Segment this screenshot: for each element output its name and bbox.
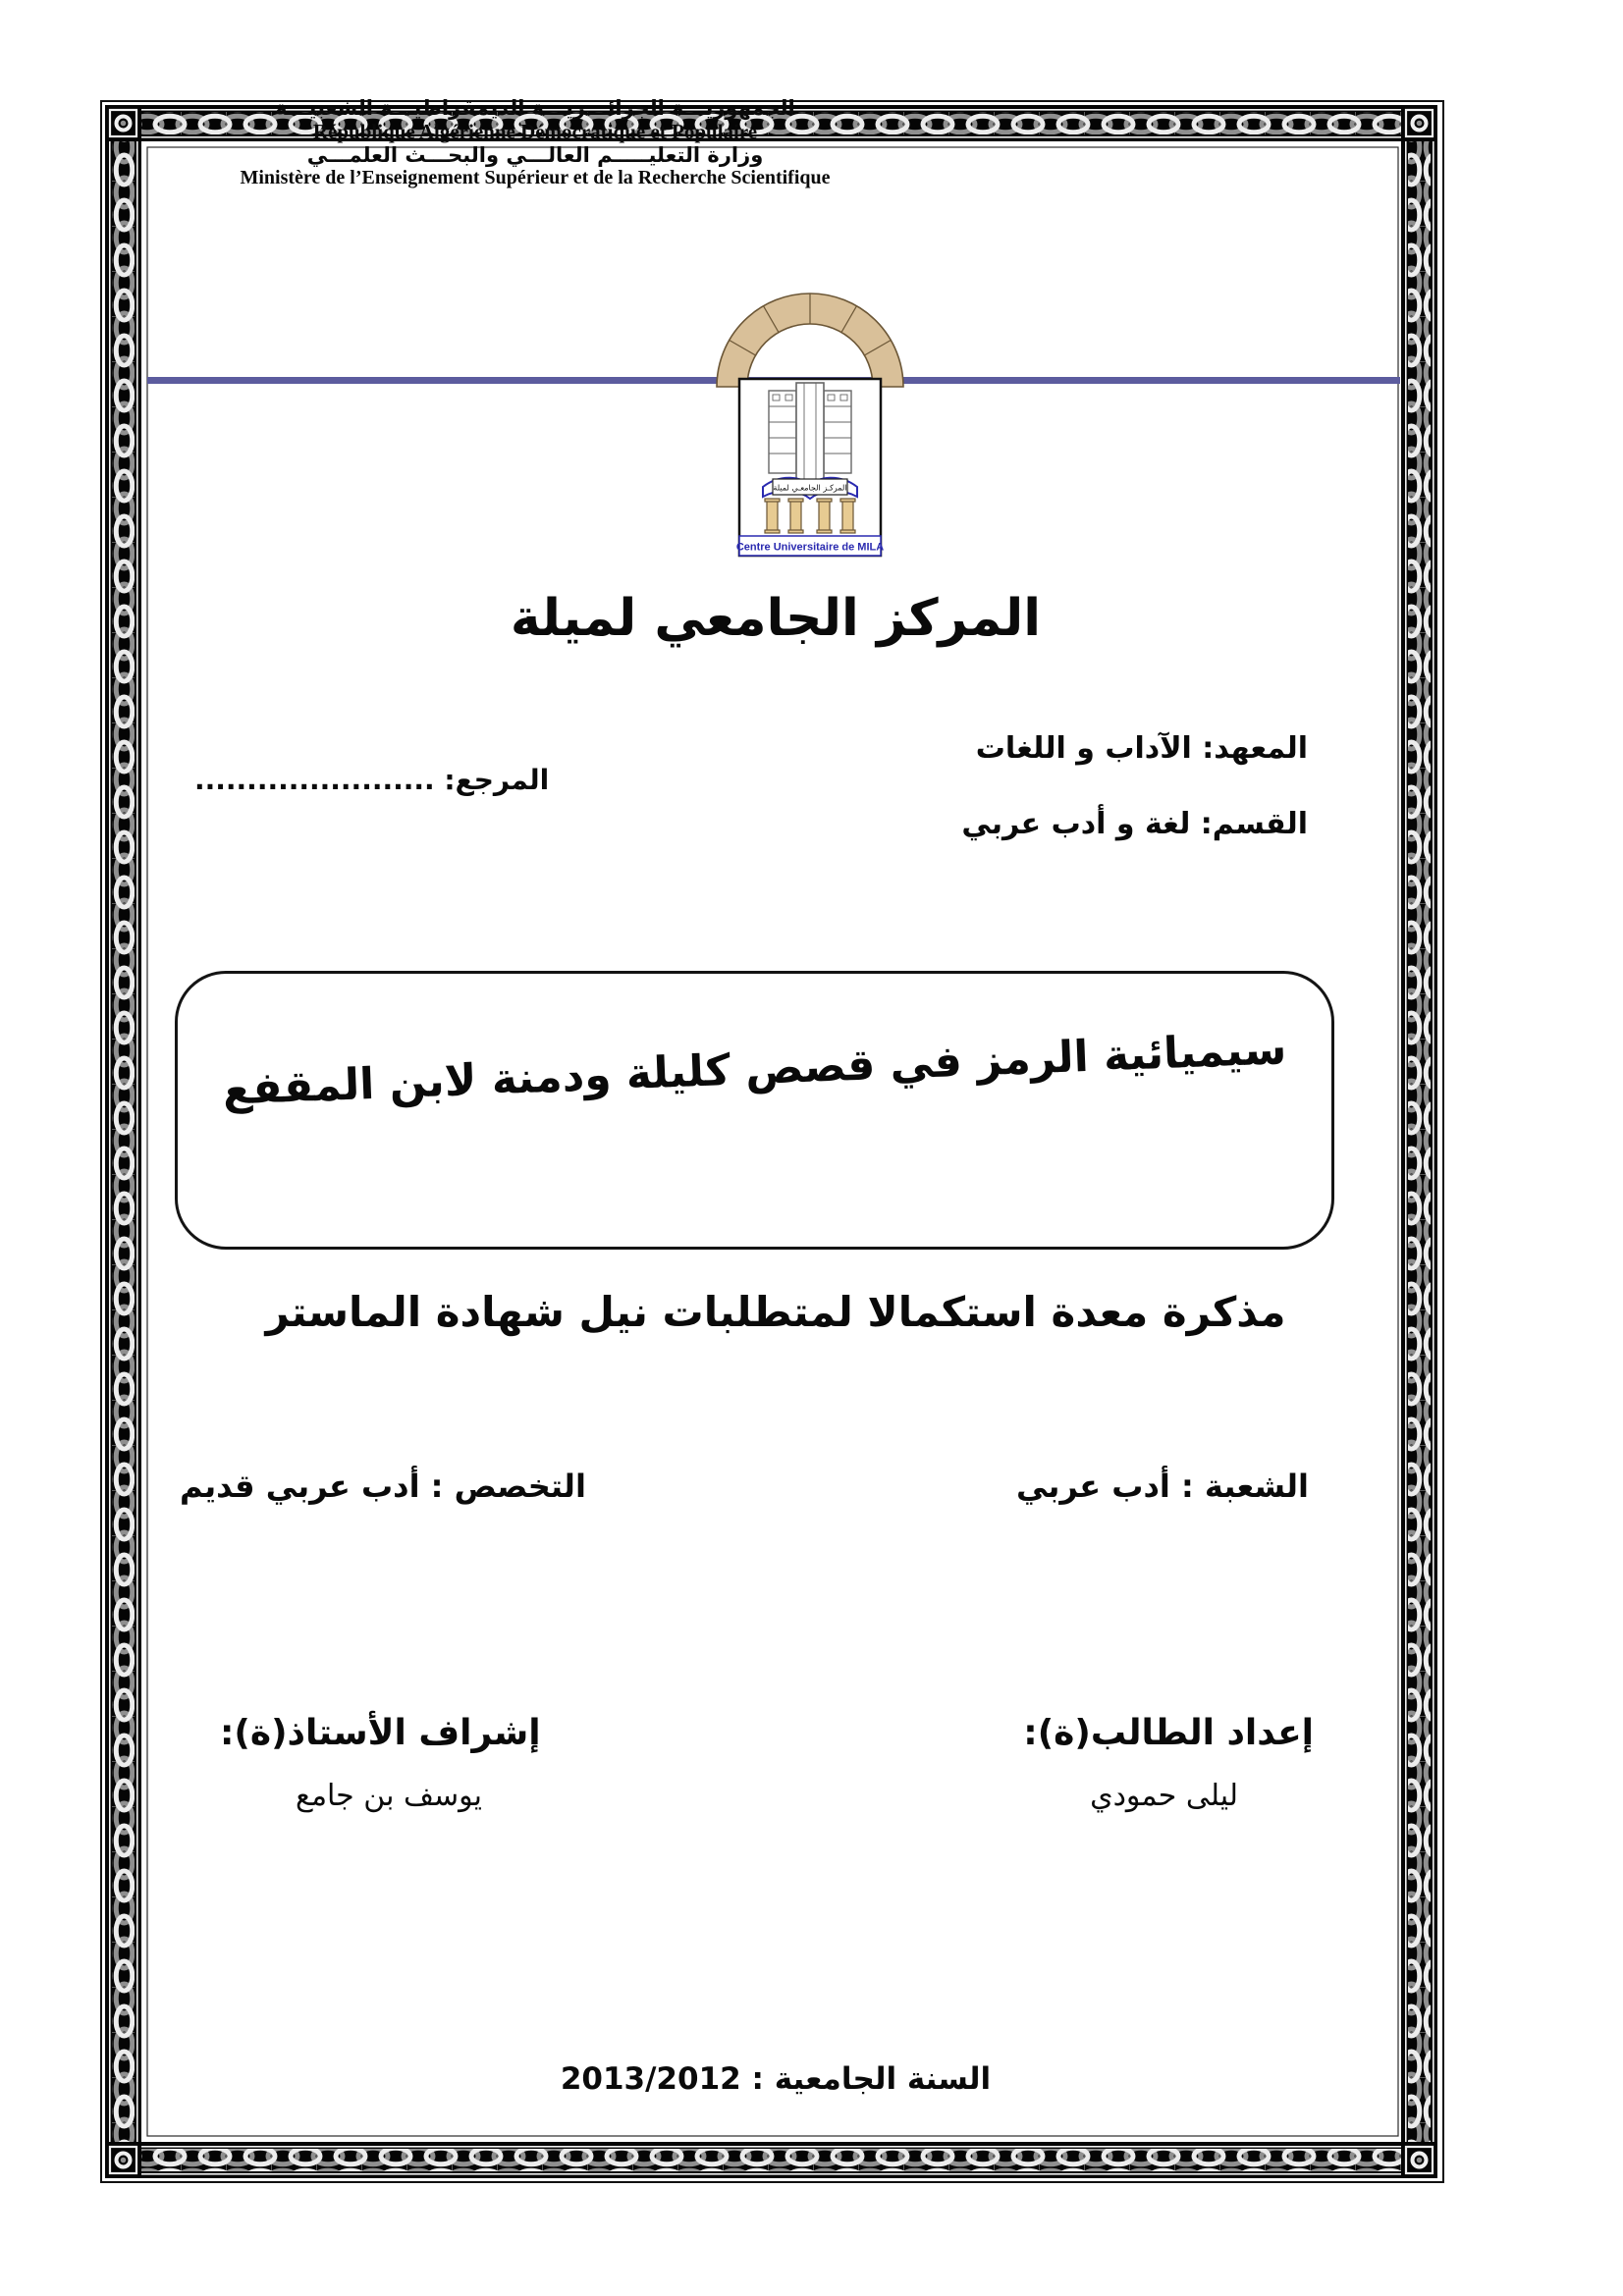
ministry-name-arabic: وزارة التعليـــــم العالـــي والبحـــث العلمـــي <box>306 143 764 168</box>
border-left-band <box>105 141 141 2142</box>
university-title: المركز الجامعي لميلة <box>510 589 1042 648</box>
institute-line: المعهد: الآداب و اللغات <box>975 731 1308 766</box>
republic-name-french: République Algérienne Démocratique et Populaire <box>312 120 758 144</box>
department-line: القسم: لغة و أدب عربي <box>961 807 1308 841</box>
logo-caption-text: Centre Universitaire de MILA <box>735 541 885 554</box>
border-corner-bottom-right <box>1401 2142 1437 2178</box>
logo-caption-strip <box>736 536 884 556</box>
thesis-title-box <box>175 971 1334 1250</box>
academic-year-line: السنة الجامعية : 2013/2012 <box>560 2061 992 2097</box>
logo-arch <box>717 294 903 387</box>
thesis-title: سيميائية الرمز في قصص كليلة ودمنة لابن المقفع <box>221 1024 1288 1115</box>
supervisor-name: يوسف بن جامع <box>296 1779 483 1813</box>
university-logo <box>710 277 910 563</box>
header-block <box>147 96 923 189</box>
border-right-band <box>1401 141 1437 2142</box>
branch-line: الشعبة : أدب عربي <box>1016 1468 1309 1505</box>
reference-line: المرجع: ....................... <box>194 764 550 796</box>
border-corner-bottom-left <box>105 2142 141 2178</box>
border-corner-top-right <box>1401 105 1437 141</box>
logo-banner-text: المركـز الجامعـي لميلة <box>773 483 847 493</box>
student-label: إعداد الطالب(ة): <box>1023 1713 1314 1753</box>
specialty-line: التخصص : أدب عربي قديم <box>180 1468 586 1505</box>
republic-name-arabic: الجمهوريـــة الجزائـــريـــة الديمقراطيـــة الشعبيـــة <box>275 96 795 120</box>
border-corner-top-left <box>105 105 141 141</box>
supervisor-label: إشراف الأستاذ(ة): <box>220 1713 541 1753</box>
student-name: ليلى حمودي <box>1090 1779 1238 1813</box>
logo-banner <box>773 479 847 495</box>
ministry-name-french: Ministère de l’Enseignement Supérieur et de la Recherche Scientifique <box>240 167 831 189</box>
memo-line: مذكرة معدة استكمالا لمتطلبات نيل شهادة الماستر <box>265 1288 1286 1336</box>
logo-building <box>769 383 851 485</box>
border-bottom-band <box>141 2142 1401 2178</box>
university-logo-graphic <box>710 277 910 563</box>
